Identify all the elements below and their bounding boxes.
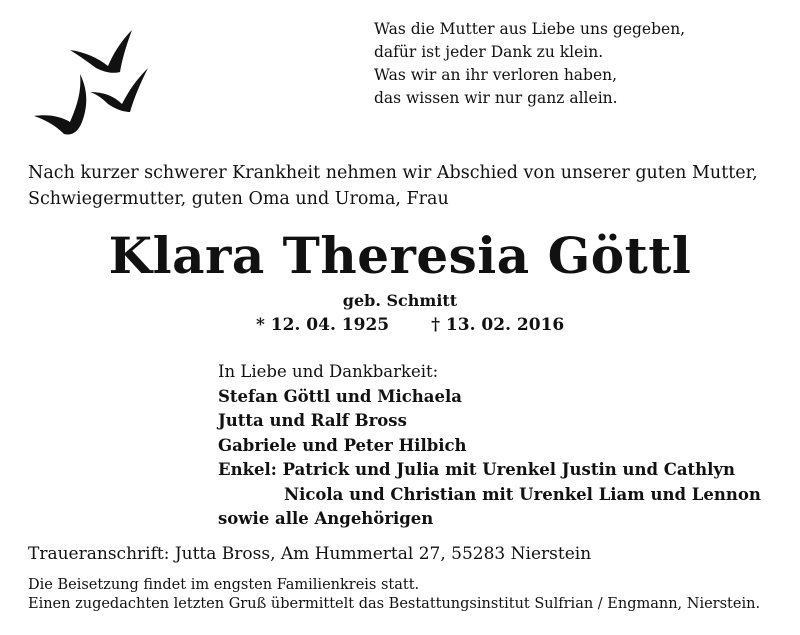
mourners-heading: In Liebe und Dankbarkeit: bbox=[218, 362, 439, 381]
mourner-line: Enkel: Patrick und Julia mit Urenkel Justin und Cathlyn bbox=[218, 460, 736, 479]
death-date: † 13. 02. 2016 bbox=[431, 315, 565, 335]
birth-date: * 12. 04. 1925 bbox=[256, 315, 390, 335]
mourner-line: sowie alle Angehörigen bbox=[218, 509, 434, 528]
mourner-line: Stefan Göttl und Michaela bbox=[218, 386, 462, 406]
maiden-name: geb. Schmitt bbox=[342, 291, 458, 310]
mourners-list bbox=[218, 360, 761, 532]
mourning-address: Traueranschrift: Jutta Bross, Am Hummertal 27, 55283 Nierstein bbox=[28, 544, 592, 564]
intro-text bbox=[28, 160, 758, 212]
poem-line: dafür ist jeder Dank zu klein. bbox=[374, 43, 604, 61]
life-dates bbox=[256, 315, 564, 335]
note-line: Einen zugedachten letzten Gruß übermittelt das Bestattungsinstitut Sulfrian / Engmann, Nierstein. bbox=[28, 596, 761, 612]
flying-birds-icon bbox=[30, 22, 160, 142]
poem-line: Was die Mutter aus Liebe uns gegeben, bbox=[374, 20, 686, 38]
poem-line: Was wir an ihr verloren haben, bbox=[374, 66, 618, 84]
poem-line: das wissen wir nur ganz allein. bbox=[374, 89, 618, 107]
intro-line: Nach kurzer schwerer Krankheit nehmen wir Abschied von unserer guten Mutter, bbox=[28, 163, 758, 183]
intro-line: Schwiegermutter, guten Oma und Uroma, Frau bbox=[28, 189, 449, 209]
poem bbox=[374, 18, 685, 110]
mourner-line: Nicola und Christian mit Urenkel Liam und Lennon bbox=[284, 484, 761, 504]
mourner-line: Gabriele und Peter Hilbich bbox=[218, 435, 467, 455]
mourner-line: Jutta und Ralf Bross bbox=[218, 411, 407, 430]
funeral-notes bbox=[28, 576, 760, 614]
deceased-name: Klara Theresia Göttl bbox=[108, 226, 692, 285]
note-line: Die Beisetzung findet im engsten Familienkreis statt. bbox=[28, 577, 420, 593]
